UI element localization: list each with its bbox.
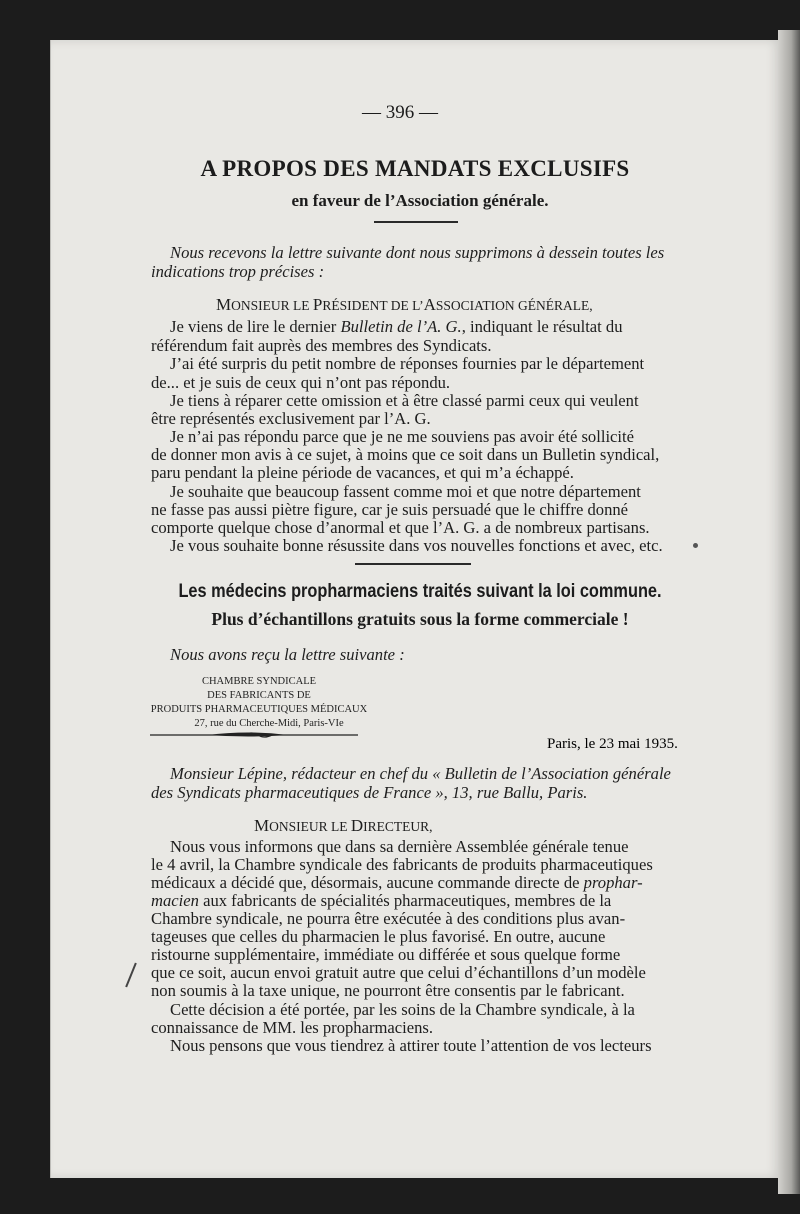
intro-line: indications trop précises : [151,262,325,281]
title-rule [374,221,458,223]
letter-line: J’ai été surpris du petit nombre de réponses fournies par le département [170,354,645,373]
letter-line: comporte quelque chose d’anormal et que l’A. G. a de nombreux partisans. [151,518,650,537]
body-line: macien aux fabricants de spécialités pharmaceutiques, membres de la [151,891,612,910]
intro-line: Nous recevons la lettre suivante dont nous supprimons à dessein toutes les [170,243,665,262]
letter-line: référendum fait auprès des membres des Syndicats. [151,336,492,355]
body-line: non soumis à la taxe unique, ne pourront être consentis par le fabricant. [151,981,625,1000]
article-title: A PROPOS DES MANDATS EXCLUSIFS [200,156,630,181]
letter-salutation: MONSIEUR LE DIRECTEUR, [254,816,433,835]
letter-line: être représentés exclusivement par l’A. G. [151,409,431,428]
addressee-line: des Syndicats pharmaceutiques de France », 13, rue Ballu, Paris. [151,783,588,802]
letterhead-line: 27, rue du Cherche-Midi, Paris-VIe [194,718,344,729]
letter-line: Je vous souhaite bonne résussite dans vos nouvelles fonctions et avec, etc. [170,536,663,555]
letter-line: Je n’ai pas répondu parce que je ne me souviens pas avoir été sollicité [170,427,635,446]
body-line: tageuses que celles du pharmacien le plus favorisé. En outre, aucune [151,927,606,946]
letter-line: paru pendant la pleine période de vacances, et qui m’a échappé. [151,463,574,482]
letter-line: Je viens de lire le dernier Bulletin de l’A. G., indiquant le résultat du [170,317,623,336]
letter-line: ne fasse pas aussi piètre figure, car je suis persuadé que le chiffre donné [151,500,629,519]
letter-line: Je tiens à réparer cette omission et à être classé parmi ceux qui veulent [170,391,639,410]
page-number: — 396 — [362,102,438,123]
letterhead-flourish [148,730,360,740]
body-line: connaissance de MM. les propharmaciens. [151,1018,434,1037]
article-subtitle: Plus d’échantillons gratuits sous la forme commerciale ! [211,609,629,629]
body-line: Chambre syndicale, ne pourra être exécutée à des conditions plus avan- [151,909,626,928]
body-line: médicaux a décidé que, désormais, aucune commande directe de prophar- [151,873,643,892]
letter-date: Paris, le 23 mai 1935. [547,736,678,752]
article-title: Les médecins propharmaciens traités suivant la loi commune. [178,581,662,602]
body-line: le 4 avril, la Chambre syndicale des fabricants de produits pharmaceutiques [151,855,653,874]
letter-line: Je souhaite que beaucoup fassent comme moi et que notre département [170,482,641,501]
section-rule [355,563,471,565]
article-subtitle: en faveur de l’Association générale. [291,191,549,210]
letter-line: de donner mon avis à ce sujet, à moins que ce soit dans un Bulletin syndical, [151,445,660,464]
letter-salutation: MONSIEUR LE PRÉSIDENT DE L’ASSOCIATION GÉNÉRALE, [216,295,593,314]
body-line: Nous vous informons que dans sa dernière Assemblée générale tenue [170,837,629,856]
letter-line: de... et je suis de ceux qui n’ont pas répondu. [151,373,451,392]
body-line: que ce soit, aucun envoi gratuit autre que celui d’échantillons d’un modèle [151,963,646,982]
body-line: ristourne supplémentaire, immédiate ou différée et sous quelque forme [151,945,621,964]
intro-line: Nous avons reçu la lettre suivante : [170,645,405,664]
addressee-line: Monsieur Lépine, rédacteur en chef du « Bulletin de l’Association générale [170,764,671,783]
ink-dot [693,543,698,548]
body-line: Cette décision a été portée, par les soins de la Chambre syndicale, à la [170,1000,635,1019]
letterhead-line: CHAMBRE SYNDICALE [201,676,317,687]
letterhead-line: PRODUITS PHARMACEUTIQUES MÉDICAUX [150,704,368,715]
body-line: Nous pensons que vous tiendrez à attirer toute l’attention de vos lecteurs [170,1036,652,1055]
letterhead-line: DES FABRICANTS DE [207,690,311,701]
